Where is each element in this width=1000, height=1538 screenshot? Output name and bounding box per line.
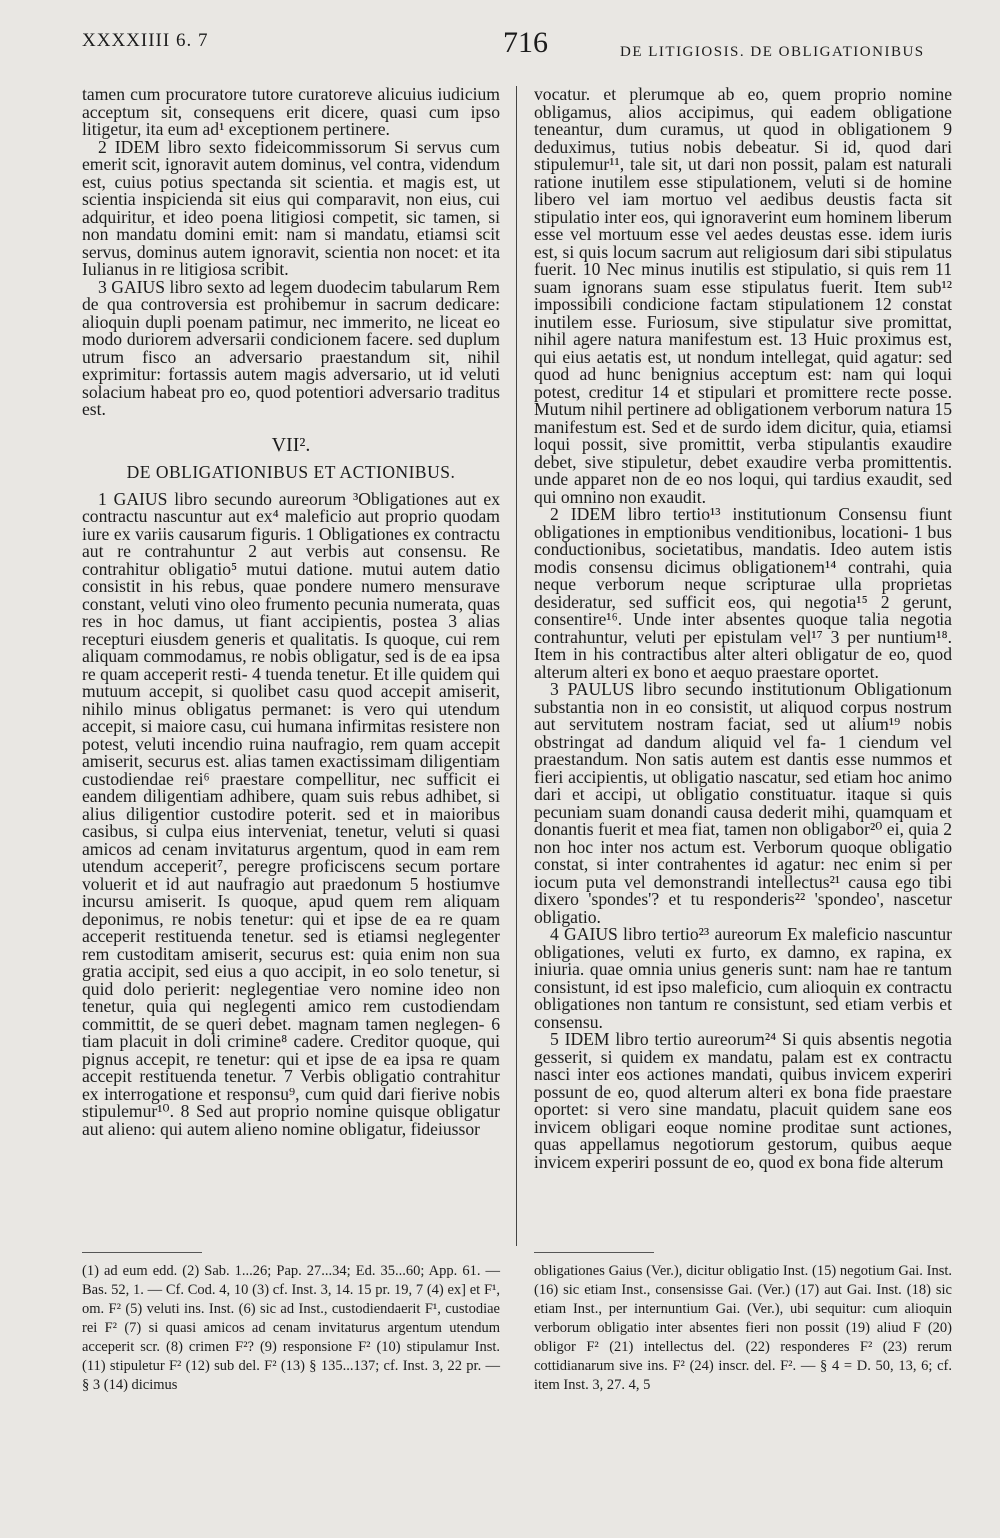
section-heading <box>82 433 500 483</box>
section-number: VII². <box>271 433 311 456</box>
page-number: 716 <box>503 26 548 59</box>
paragraph-r3: 3 PAULUS libro secundo institutionum Obligationum substantia non in eo consistit, ut aliquod corpus nostrum aut servitutem nostram faciat, sed ut alium¹⁹ nobis obstringat ad dandum aliquid vel fa- 1 ciendum vel praestandum. Non satis autem est dantis esse nummos et fieri accipientis, ut obligatio nascatur, sed etiam hoc animo dari et accipi, ut obligatio constituatur. itaque si quis pecuniam suam donandi causa dederit mihi, quamquam et donantis fuerit et mea fiat, tamen non obligabor²⁰ ei, quia 2 non hoc inter nos actum est. Verborum quoque obligatio constat, si inter contrahentes id agatur: nec enim si per iocum puta vel demonstrandi intellectus²¹ causa ego tibi dixero 'spondes'? et tu responderis²² 'spondeo', nascetur obligatio. <box>534 679 952 927</box>
paragraph-intro: tamen cum procuratore tutore curatoreve alicuius iudicium acceptum sit, consequens erit dicere, quasi cum ipso litigetur, ita eum ad¹ exceptionem pertinere. <box>82 84 500 139</box>
footnotes-right: obligationes Gaius (Ver.), dicitur obligatio Inst. (15) negotium Gai. Inst. (16) sic etiam Inst., consensisse Gai. (Ver.) (17) aut Gai. Inst. (18) sic etiam Inst., per internuntium Gai. (Ver.), ubi sequitur: cum alioquin verborum obligatio inter absentes fieri non possit (19) aliud F (20) obligor F² (21) intellectus del. (22) responderes F² (23) rerum cottidianarum sive ins. F² (24) inscr. del. F². — § 4 = D. 50, 13, 6; cf. item Inst. 3, 27. 4, 5 <box>534 1263 952 1393</box>
paragraph-2: 2 IDEM libro sexto fideicommissorum Si servus cum emerit scit, ignoravit autem dominus, vel contra, videndum est, cuius potius spectanda sit scientia. et magis est, ut scientia inspicienda sit eius qui comparavit, non eius, cui adquiritur, et ideo poena litigiosi competit, sic tamen, si non mandatu domini emit: nam si mandatu, etiamsi scit servus, dominus autem ignoravit, scientia non nocet: et ita Iulianus in re litigiosa scribit. <box>82 136 500 279</box>
paragraph-r4: 4 GAIUS libro tertio²³ aureorum Ex maleficio nascuntur obligationes, veluti ex furto, ex damno, ex rapina, ex iniuria. quae omnia unius generis sunt: nam hae re tantum consistunt, id est ipso maleficio, cum alioquin ex contractu obligationes non tantum re consistunt, sed etiam verbis et consensu. <box>534 924 952 1032</box>
paragraph-r1: vocatur. et plerumque ab eo, quem proprio nomine obligamus, alios accipimus, qui eadem obligatione teneantur, dum curamus, ut quod in obligationem 9 deduximus, tutius nobis debeatur. Si id, quod dari stipulemur¹¹, tale sit, ut dari non possit, palam est naturali ratione inutilem esse stipulationem, veluti si de homine libero vel iam mortuo vel aedibus deustis facta sit stipulatio inter eos, qui ignoraverint eum hominem liberum esse vel mortuum esse vel aedes deustas esse. idem iuris est, si quis locum sacrum aut religiosum dari sibi stipulatus fuerit. 10 Nec minus inutilis est stipulatio, si quis rem 11 suam ignorans suam esse stipulatus fuerit. Item sub¹² impossibili condicione factam stipulationem 12 constat inutilem esse. Furiosum, sive stipulatur sive promittat, nihil agere natura manifestum est. 13 Huic proximus est, qui eius aetatis est, ut nondum intellegat, quid agatur: sed quod ad hunc benignius acceptum est: nam qui loqui potest, creditur 14 et stipulari et promittere recte posse. Mutum nihil pertinere ad obligationem verborum natura 15 manifestum est. Sed et de surdo idem dicitur, quia, etiamsi loqui possit, sive promittit, verba stipulantis exaudire debet, sive stipuletur, debet exaudire verba promittentis. unde apparet non de eo nos loqui, qui tardius exaudit, sed qui omnino non exaudit. <box>534 84 952 507</box>
paragraph-r5: 5 IDEM libro tertio aureorum²⁴ Si quis absentis negotia gesserit, si quidem ex mandatu, palam est ex contractu nasci inter eos actiones mandati, quibus invicem experiri possunt de eo, quod alterum alteri ex bona fide praestare oportet: si vero sine mandatu, placuit quidem sane eos invicem obligari eoque nomine proditae sunt actiones, quas appellamus negotiorum gestorum, quibus aeque invicem experiri possunt de eo, quod ex bona fide alterum <box>534 1029 952 1172</box>
footnotes-left: (1) ad eum edd. (2) Sab. 1...26; Pap. 27...34; Ed. 35...60; App. 61. — Bas. 52, 1. — Cf. Cod. 4, 10 (3) cf. Inst. 3, 14. 15 pr. 19, 7 (4) ex] et F¹, om. F² (5) veluti ins. Inst. (6) sic ad Inst., custodiendaerit F¹, custodiae rei F² (7) si quasi amicos ad cenam invitaturus argentum utendum acceperit scr. (8) crimen F²? (9) responsione F² (10) stipulamur Inst. (11) stipuletur F² (12) sub del. F² (13) § 135...137; cf. Inst. 3, 22 pr. — § 3 (14) dicimus <box>82 1263 500 1393</box>
column-rule <box>516 86 517 1246</box>
paragraph-3: 3 GAIUS libro sexto ad legem duodecim tabularum Rem de qua controversia est prohibemur in sacrum dedicare: alioquin dupli poenam patimur, nec immerito, ne liceat eo modo duriorem adversarii condicionem facere. sed duplum utrum fisco an adversario praestandum sit, nihil exprimitur: fortassis autem magis adversario, ut id veluti solacium habeat pro eo, quod potentiori adversario traditus est. <box>82 276 500 419</box>
right-column <box>534 86 952 1171</box>
paragraph-r2: 2 IDEM libro tertio¹³ institutionum Consensu fiunt obligationes in emptionibus venditionibus, locationi- 1 bus conductionibus, societatibus, mandatis. Ideo autem istis modis consensu dicimus obligationem¹⁴ contrahi, quia neque verborum neque scripturae ulla proprietas desideratur, sed sufficit eos, qui negotia¹⁵ 2 gerunt, consentire¹⁶. Unde inter absentes quoque talia negotia contrahuntur, veluti per epistulam vel¹⁷ 3 per nuntium¹⁸. Item in his contractibus alter alteri obligatur de eo, quod alterum alteri ex bono et aequo praestare oportet. <box>534 504 952 682</box>
running-head-right: DE LITIGIOSIS. DE OBLIGATIONIBUS <box>620 44 925 60</box>
footnote-divider-right <box>534 1252 654 1253</box>
running-head-left: XXXXIIII 6. 7 <box>82 30 209 51</box>
footnote-divider-left <box>82 1252 202 1253</box>
left-column <box>82 86 500 1138</box>
section-title: DE OBLIGATIONIBUS ET ACTIONIBUS. <box>126 461 456 482</box>
paragraph-s1: 1 GAIUS libro secundo aureorum ³Obligationes aut ex contractu nascuntur aut ex⁴ maleficio aut proprio quodam iure ex variis causarum figuris. 1 Obligationes ex contractu aut re contrahuntur 2 aut verbis aut consensu. Re contrahitur obligatio⁵ mutui datione. mutui autem datio consistit in his rebus, quae pondere numero mensurave constant, veluti vino oleo frumento pecunia numerata, quas res in hoc damus, ut fiant accipientis, postea 3 alias recepturi eiusdem generis et qualitatis. Is quoque, cui rem aliquam commodamus, re nobis obligatur, sed is de ea ipsa re quam acceperit resti- 4 tuenda tenetur. Et ille quidem qui mutuum accepit, si quolibet casu quod accepit amiserit, nihilo minus obligatus permanet: is vero qui utendum accepit, si maiore casu, cui humana infirmitas resistere non potest, veluti incendio ruina naufragio, rem quam accepit amiserit, securus est. alias tamen exactissimam diligentiam custodiendae rei⁶ praestare compellitur, nec sufficit ei eandem diligentiam adhibere, quam suis rebus adhibet, si alius diligentior custodire poterit. sed et in maioribus casibus, si culpa eius interveniat, tenetur, veluti si quasi amicos ad cenam invitaturus argentum, quod in eam rem utendum acceperit⁷, peregre proficiscens secum portare voluerit et id aut naufragio aut praedonum 5 hostiumve incursu amiserit. Is quoque, apud quem rem aliquam deponimus, re nobis tenetur: qui et ipse de ea re quam acceperit restituenda tenetur. sed is etiamsi neglegenter rem custoditam amiserit, securus est: quia enim non sua gratia accipit, sed eius a quo accipit, in eo solo tenetur, si quid dolo perierit: neglegentiae vero nomine ideo non tenetur, quia qui neglegenti amico rem custodiendam committit, de se queri debet. magnam tamen neglegen- 6 tiam placuit in doli crimine⁸ cadere. Creditor quoque, qui pignus accepit, re tenetur: qui et ipse de ea ipsa re quam accepit restituenda tenetur. 7 Verbis obligatio contrahitur ex interrogatione et responsu⁹, cum quid dari fierive nobis stipulemur¹⁰. 8 Sed aut proprio nomine quisque obligatur aut alieno: qui autem alieno nomine obligatur, fideiussor <box>82 488 500 1139</box>
